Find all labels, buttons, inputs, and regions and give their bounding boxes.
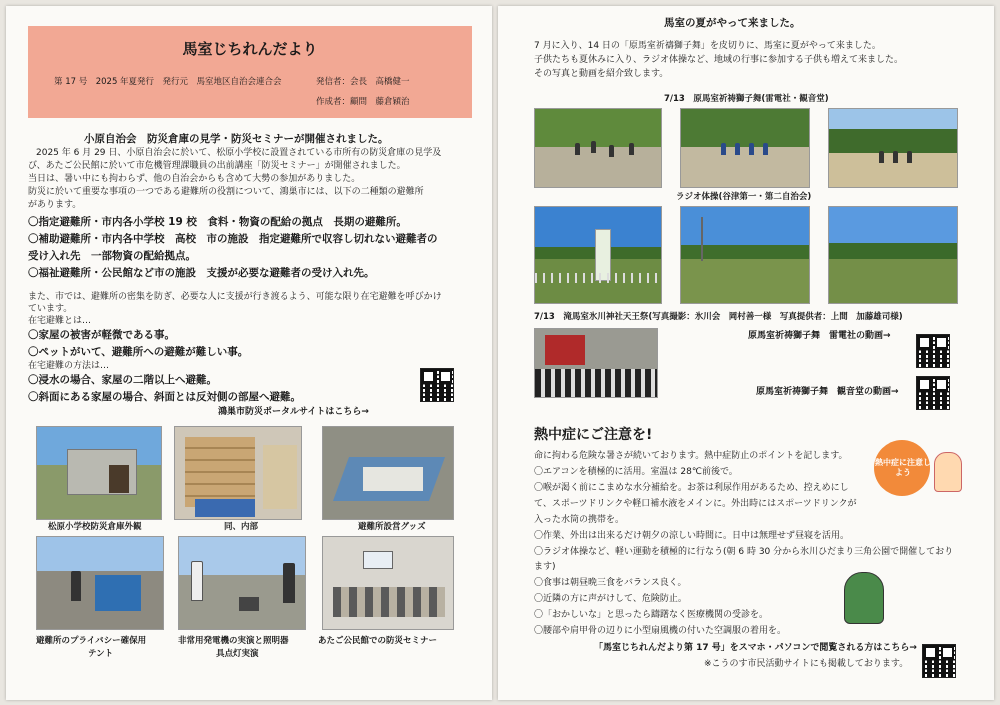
photo-warehouse-interior [174, 426, 302, 520]
seminar-body-3: 当日は、暑い中にも拘わらず、他の自治会からも含めて大勢の参加がありました。 [28, 174, 361, 184]
seminar-body-5: があります。 [28, 200, 82, 210]
summer-body-2: 子供たちも夏休みに入り、ラジオ体操など、地域の行事に参加する子供も増えて来ました。 [534, 55, 904, 65]
heat-point-1: 〇エアコンを積極的に活用。室温は 28℃前後で。 [534, 467, 738, 477]
home-evac-label: 在宅避難とは… [28, 316, 92, 326]
caption-shishimai: 7/13 原馬室祈祷獅子舞(雷電社・観音堂) [664, 94, 829, 104]
home-evac-method-2: 〇斜面にある家屋の場合、斜面とは反対側の部屋へ避難。 [28, 391, 301, 403]
video-link-raiden[interactable]: 原馬室祈祷獅子舞 雷電社の動画→ [748, 331, 891, 341]
home-evac-method-1: 〇浸水の場合、家屋の二階以上へ避難。 [28, 374, 217, 386]
caption-tennosai: 7/13 滝馬室氷川神社天王祭(写真撮影：氷川会 岡村善一様 写真提供者：上間 加藤雄司様) [534, 312, 903, 322]
photo-tennosai [534, 328, 658, 398]
heat-point-2c: 入った水筒の携帯を。 [534, 515, 625, 525]
footer-link[interactable]: 「馬室じちれんだより第 17 号」をスマホ・パソコンで閲覧される方はこちら→ [594, 643, 917, 653]
heat-point-4b: ます) [534, 562, 556, 572]
photo-shishimai-2 [680, 108, 810, 188]
shelter-3: 〇福祉避難所・公民館など市の施設 支援が必要な避難者の受け入れ先。 [28, 267, 375, 279]
publisher: 発信者：会長 高橋健一 [316, 77, 410, 87]
summer-body-3: その写真と動画を紹介致します。 [534, 69, 669, 79]
shelter-1: 〇指定避難所・市内各小学校 19 校 食料・物資の配給の拠点 長期の避難所。 [28, 216, 407, 228]
caption-privacy-tent: 避難所のプライバシー確保用 [36, 636, 147, 646]
summer-body-1: 7 月に入り、14 日の「原馬室祈禱獅子舞」を皮切りに、馬室に夏がやって来ました。 [534, 41, 881, 51]
newsletter-title: 馬室じちれんだより [182, 40, 318, 58]
heat-heading: 熱中症にご注意を! [534, 427, 653, 443]
photo-generator-demo [178, 536, 306, 630]
portal-link[interactable]: 鴻巣市防災ポータルサイトはこちら→ [218, 407, 369, 417]
heat-intro: 命に拘わる危険な暑さが続いております。熱中症防止のポイントを記します。 [534, 451, 848, 461]
caption-warehouse-exterior: 松原小学校防災倉庫外観 [48, 522, 142, 532]
heat-point-3: 〇作業、外出は出来るだけ朝夕の涼しい時間に。日中は無理せず昼寝を活用。 [534, 531, 850, 541]
home-evac-item-2: 〇ペットがいて、避難所への避難が難しい事。 [28, 346, 249, 358]
author: 作成者：顧問 藤倉穎治 [316, 97, 410, 107]
heat-point-2b: て、スポーツドリンクや軽口補水液をメインに。外出時にはスポーツドリンクが [534, 499, 857, 509]
qr-code-raiden[interactable] [916, 334, 950, 368]
caption-radio-taiso: ラジオ体操(谷津第一・第二自治会) [676, 192, 812, 202]
caption-shelter-goods: 避難所設営グッズ [358, 522, 426, 532]
summer-heading: 馬室の夏がやって来ました。 [664, 17, 801, 29]
heat-point-7: 〇「おかしいな」と思ったら躊躇なく医療機関の受診を。 [534, 610, 769, 620]
photo-privacy-tent [36, 536, 164, 630]
shelter-2-cont: 受け入れ先 一部物資の配給拠点。 [28, 250, 196, 262]
seminar-body-2: び、あたご公民館に於いて市危機管理課職員の出前講座「防災セミナー」が開催されました。 [28, 161, 406, 171]
photo-shishimai-3 [828, 108, 958, 188]
heat-point-2: 〇喉が渇く前にこまめな水分補給を。お茶は利尿作用があるため、控えめにし [534, 483, 849, 493]
photo-radio-taiso-2 [680, 206, 810, 304]
photo-seminar [322, 536, 454, 630]
heat-point-8: 〇腰部や肩甲骨の辺りに小型扇風機の付いた空調服の着用を。 [534, 626, 787, 636]
left-page [6, 6, 492, 700]
seminar-body-4: 防災に於いて重要な事項の一つである避難所の役割について、鴻巣市には、以下の二種類の避難所 [28, 187, 424, 197]
home-evac-method-label: 在宅避難の方法は… [28, 361, 110, 371]
photo-radio-taiso-3 [828, 206, 958, 304]
home-evac-item-1: 〇家屋の被害が軽微である事。 [28, 329, 175, 341]
footer-note: ※こうのす市民活動サイトにも掲載しております。 [704, 659, 909, 669]
caption-warehouse-interior: 同、内部 [224, 522, 259, 532]
caption-generator-2: 具点灯実演 [216, 649, 259, 659]
issue-info: 第 17 号 2025 年夏発行 発行元 馬室地区自治会連合会 [54, 77, 282, 87]
worker-illustration-icon [844, 572, 884, 624]
home-evac-body-2: ています。 [28, 304, 73, 314]
photo-radio-taiso-1 [534, 206, 662, 304]
qr-code-newsletter[interactable] [922, 644, 956, 678]
photo-shelter-goods [322, 426, 454, 520]
caption-privacy-tent-2: テント [88, 649, 114, 659]
seminar-heading: 小原自治会 防災倉庫の見学・防災セミナーが開催されました。 [84, 133, 389, 145]
child-illustration-icon [934, 452, 962, 492]
shelter-2: 〇補助避難所・市内各中学校 高校 市の施設 指定避難所で収容し切れない避難者の [28, 233, 438, 245]
home-evac-body-1: また、市では、避難所の密集を防ぎ、必要な人に支援が行き渡るよう、可能な限り在宅避難を呼びかけ [28, 292, 442, 302]
video-link-kannon[interactable]: 原馬室祈祷獅子舞 観音堂の動画→ [756, 387, 899, 397]
photo-shishimai-1 [534, 108, 662, 188]
heat-point-5: 〇食事は朝昼晩三食をバランス良く。 [534, 578, 687, 588]
caption-seminar: あたご公民館での防災セミナー [318, 636, 438, 646]
heat-badge: 熱中症に注意しよう [875, 458, 931, 477]
qr-code-kannon[interactable] [916, 376, 950, 410]
caption-generator: 非常用発電機の実演と照明器 [178, 636, 289, 646]
masthead [28, 26, 472, 118]
heat-point-4: 〇ラジオ体操など、軽い運動を積極的に行なう(朝 6 時 30 分から氷川ひだまり三角公園で開催しており [534, 547, 954, 557]
right-page [498, 6, 994, 700]
seminar-body-1: 2025 年 6 月 29 日、小原自治会に於いて、松原小学校に設置されている市所有の防災倉庫の見学及 [36, 148, 442, 158]
heat-point-6: 〇近隣の方に声がけして、危険防止。 [534, 594, 687, 604]
photo-warehouse-exterior [36, 426, 162, 520]
qr-code-portal[interactable] [420, 368, 454, 402]
